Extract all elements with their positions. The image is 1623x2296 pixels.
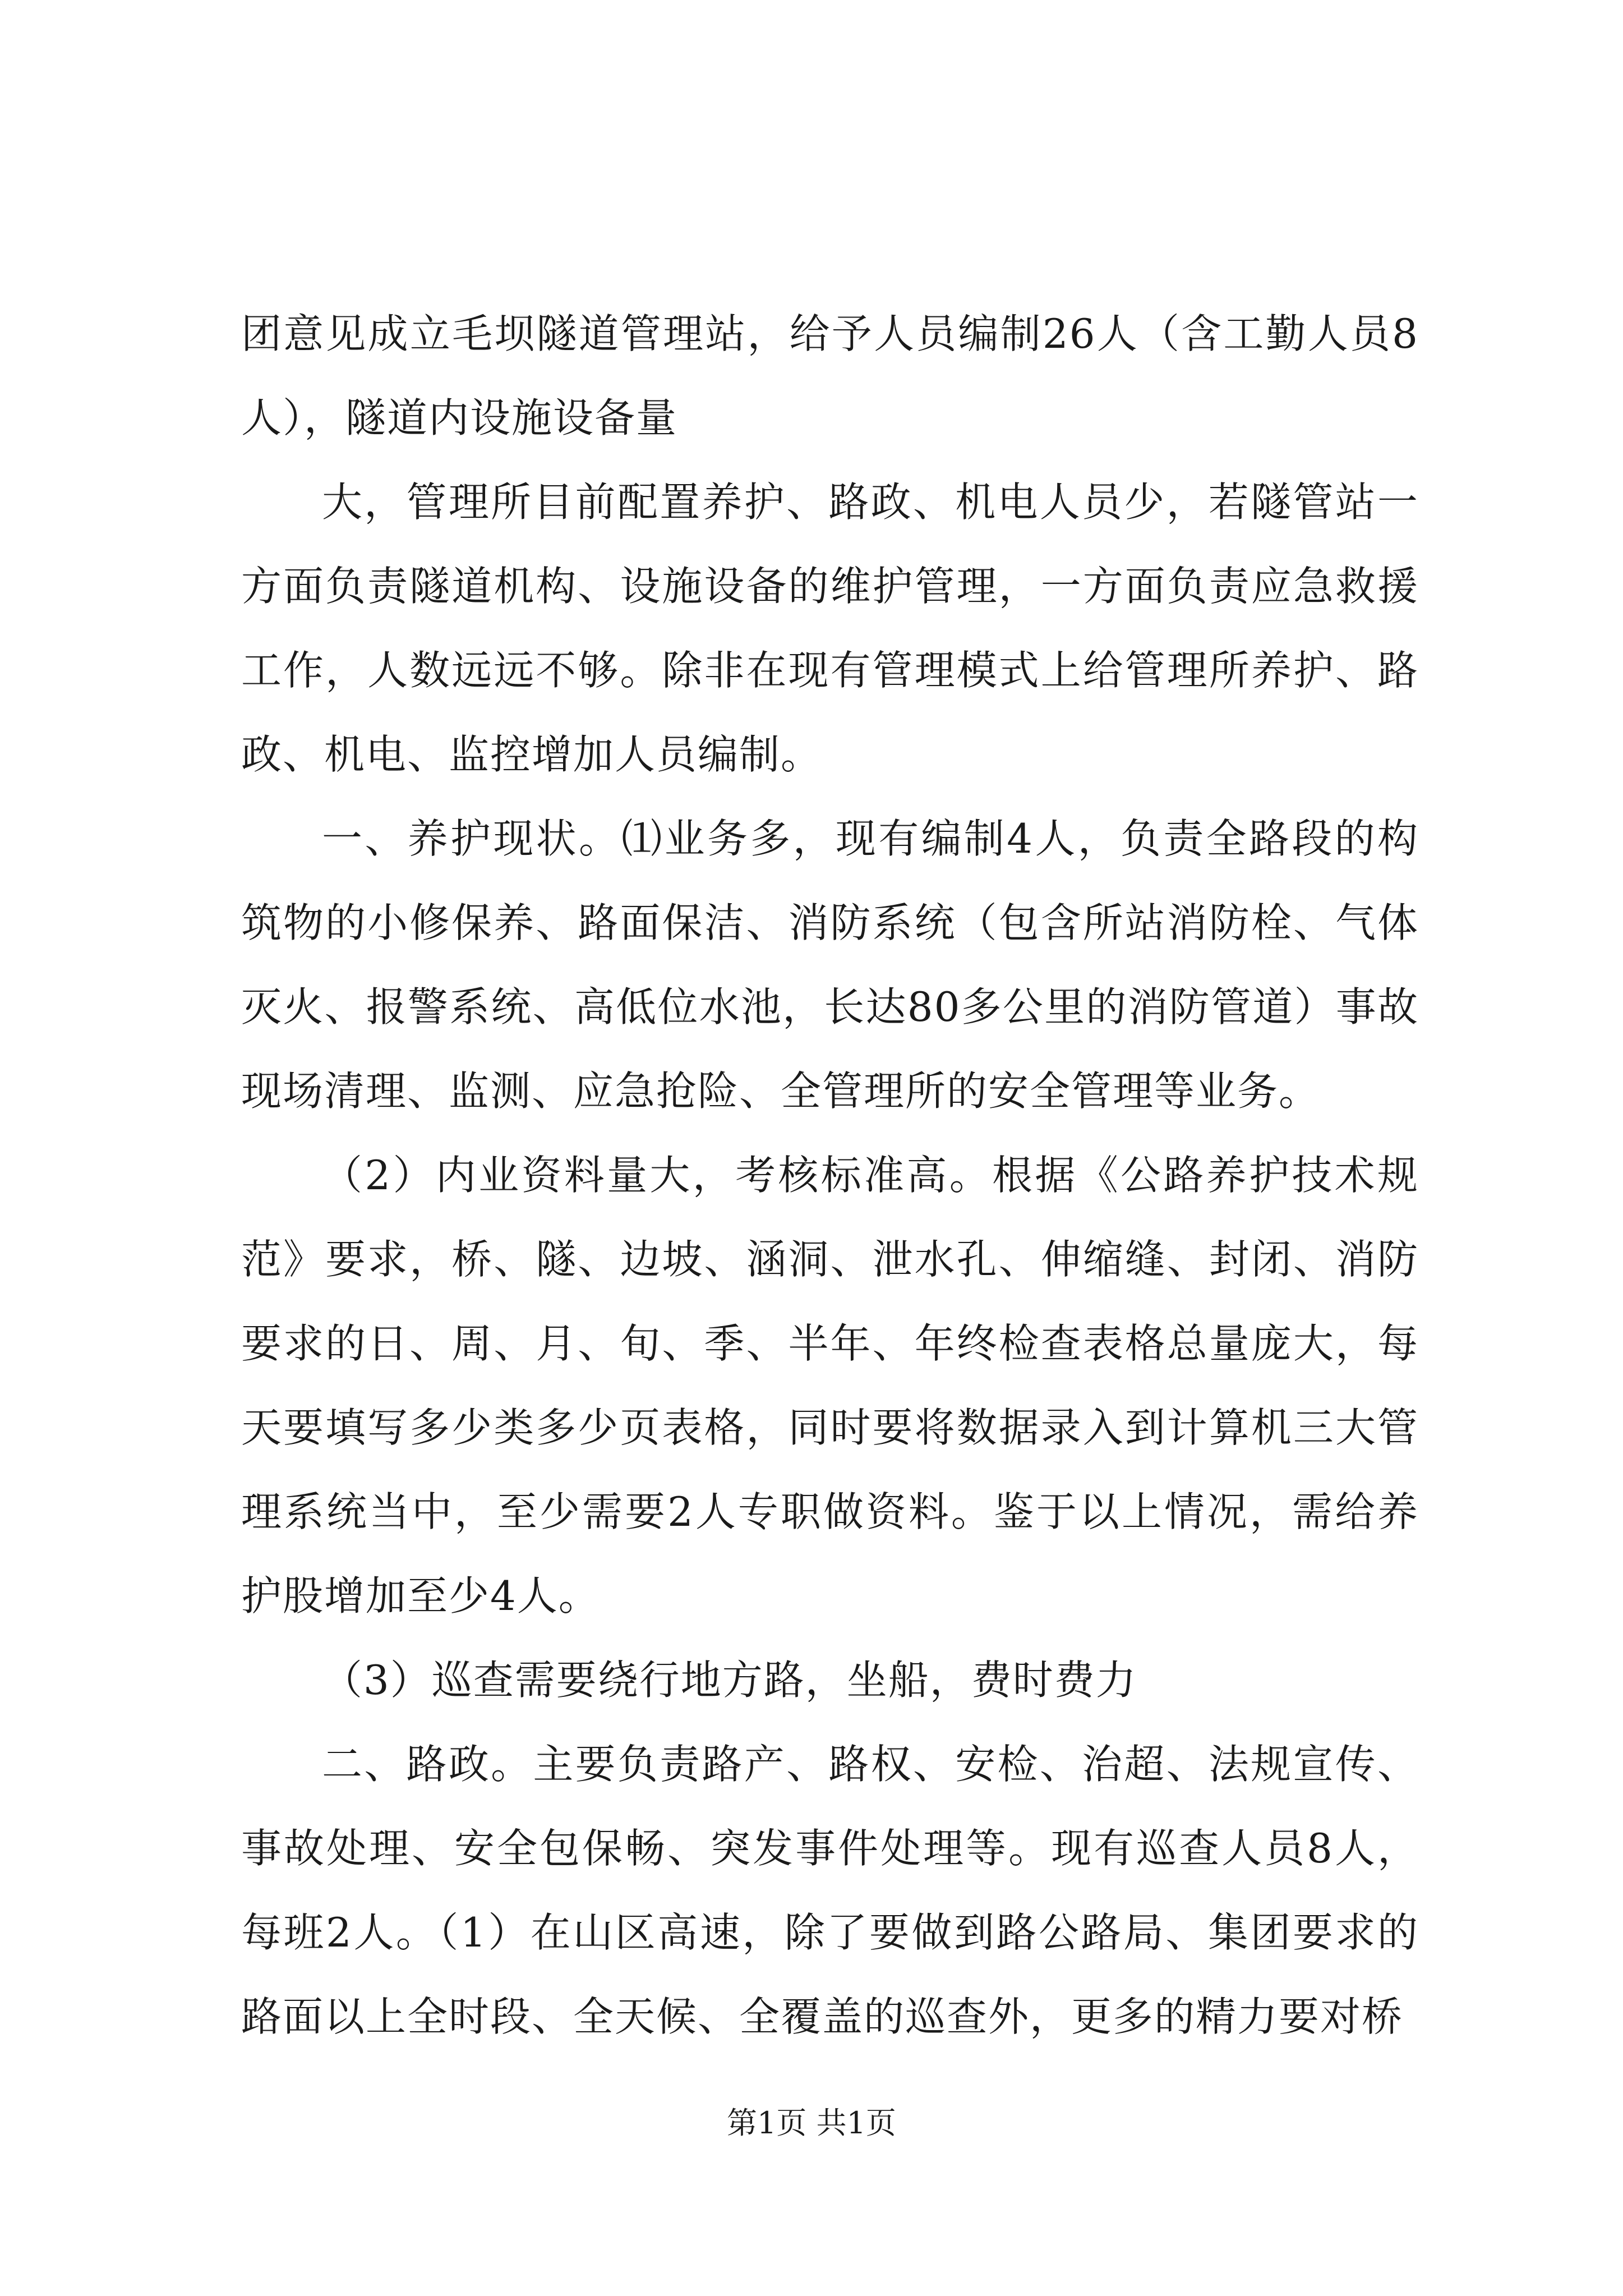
page-footer: 第1页 共1页 (727, 2105, 896, 2141)
paragraph-maintenance-status: 一、养护现状。⑴业务多，现有编制4人，负责全路段的构筑物的小修保养、路面保洁、消防系统（包含所站消防栓、气体灭火、报警系统、高低位水池，长达80多公里的消防管道）事故现场清理、监测、应急抢险、全管理所的安全管理等业务。 (241, 815, 1419, 1115)
paragraph-internal-records: （2）内业资料量大，考核标准高。根据《公路养护技术规范》要求，桥、隧、边坡、涵洞、泄水孔、伸缩缝、封闭、消防要求的日、周、月、旬、季、半年、年终检查表格总量庞大，每天要填写多少类多少页表格，同时要将数据录入到计算机三大管理系统当中，至少需要2人专职做资料。鉴于以上情况，需给养护股增加至少4人。 (241, 1152, 1419, 1619)
paragraph-continuation: 团意见成立毛坝隧道管理站，给予人员编制26人（含工勤人员8人），隧道内设施设备量 (241, 310, 1419, 441)
document-body (241, 292, 1419, 2059)
paragraph-staffing-shortage: 大，管理所目前配置养护、路政、机电人员少，若隧管站一方面负责隧道机构、设施设备的维护管理，一方面负责应急救援工作，人数远远不够。除非在现有管理模式上给管理所养护、路政、机电、监控增加人员编制。 (241, 478, 1419, 778)
paragraph-road-administration: 二、路政。主要负责路产、路权、安检、治超、法规宣传、事故处理、安全包保畅、突发事件处理等。现有巡查人员8人，每班2人。（1）在山区高速，除了要做到路公路局、集团要求的路面以上全时段、全天候、全覆盖的巡查外，更多的精力要对桥 (241, 1741, 1419, 2040)
paragraph-patrol-detour: （3）巡查需要绕行地方路，坐船，费时费力 (322, 1657, 1137, 1704)
